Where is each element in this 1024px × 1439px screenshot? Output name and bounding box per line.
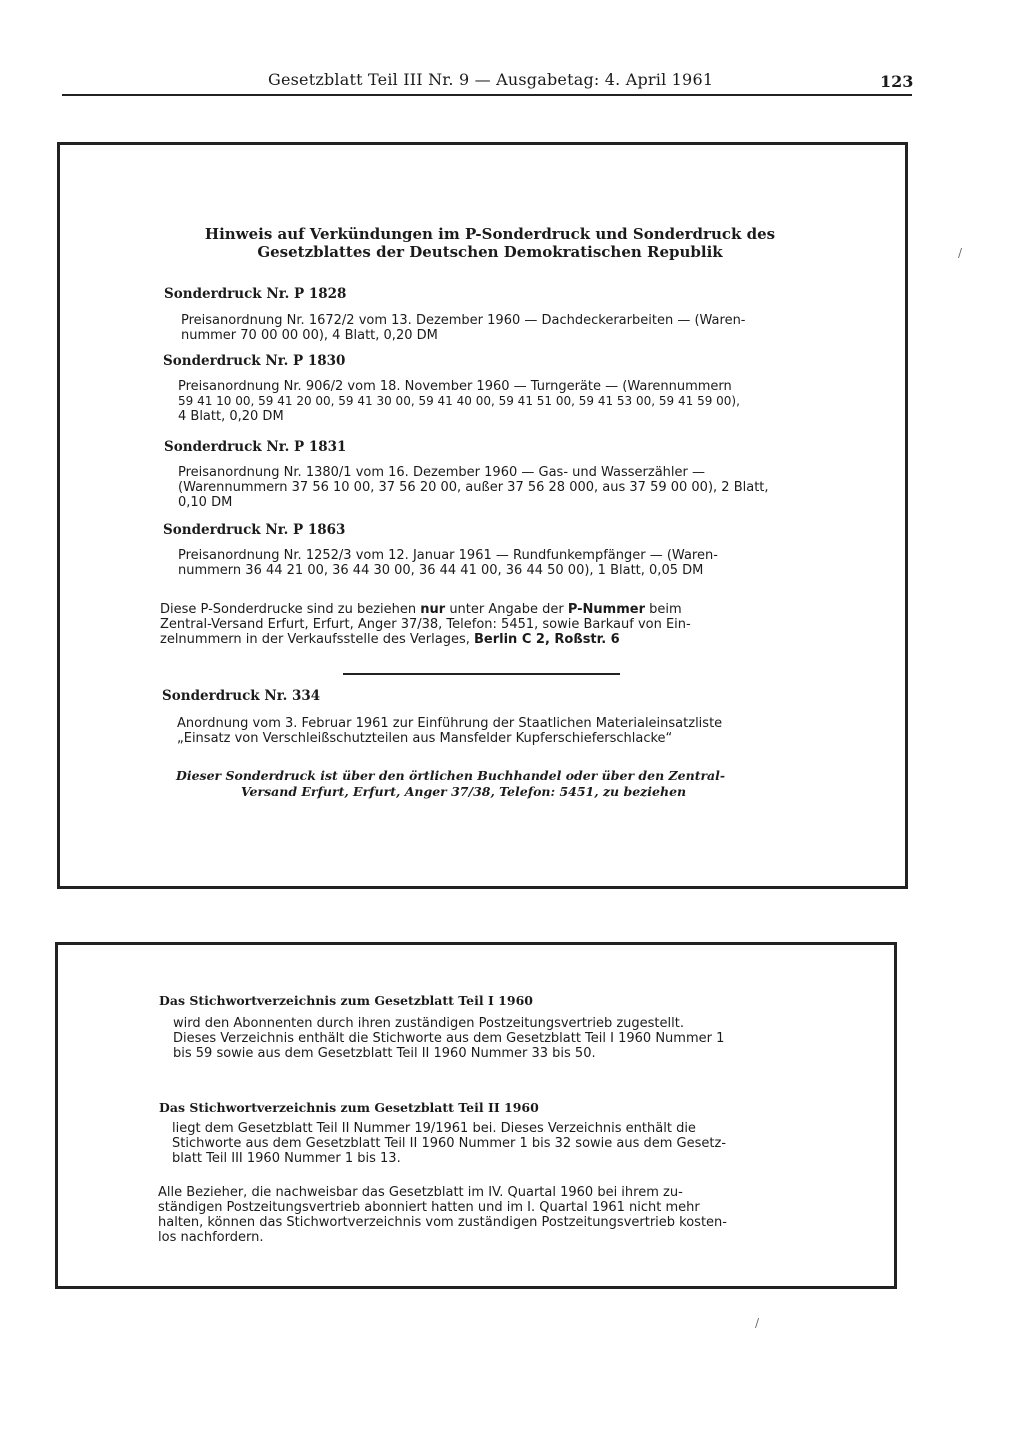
entry-line: „Einsatz von Verschleißschutzteilen aus Mansfelder Kupferschieferschlacke“ — [177, 731, 673, 746]
entry-heading-p1828: Sonderdruck Nr. P 1828 — [164, 286, 347, 302]
notice-fragment: beim — [645, 602, 682, 617]
ordering-notice-line-3 — [160, 632, 810, 647]
index-heading-teil-1: Das Stichwortverzeichnis zum Gesetzblatt Teil I 1960 — [159, 993, 533, 1008]
entry-heading-p1863: Sonderdruck Nr. P 1863 — [163, 522, 346, 538]
entry-text-p1831 — [178, 465, 808, 510]
closing-line: halten, können das Stichwortverzeichnis vom zuständigen Postzeitungsvertrieb kosten- — [158, 1215, 727, 1230]
notice-fragment: unter Angabe der — [445, 602, 568, 617]
entry-line: Anordnung vom 3. Februar 1961 zur Einführung der Staatlichen Materialeinsatzliste — [177, 716, 723, 731]
entry-line: wird den Abonnenten durch ihren zuständigen Postzeitungsvertrieb zugestellt. — [173, 1016, 684, 1031]
scan-mark: / — [958, 246, 963, 260]
index-text-teil-2 — [172, 1121, 802, 1166]
entry-line: nummer 70 00 00 00), 4 Blatt, 0,20 DM — [181, 328, 438, 343]
index-closing-notice — [158, 1185, 798, 1245]
notice-title-line-2: Gesetzblattes der Deutschen Demokratischen Republik — [257, 243, 723, 261]
page-header-title: Gesetzblatt Teil III Nr. 9 — Ausgabetag: 4. April 1961 — [268, 70, 714, 89]
entry-heading-p1830: Sonderdruck Nr. P 1830 — [163, 353, 346, 369]
entry-line: Preisanordnung Nr. 1380/1 vom 16. Dezember 1960 — Gas- und Wasserzähler — — [178, 465, 706, 480]
notice-title-line-1: Hinweis auf Verkündungen im P-Sonderdruck und Sonderdruck des — [204, 225, 776, 243]
ordering-notice-line-1 — [160, 602, 810, 617]
notice-fragment: zelnummern in der Verkaufsstelle des Verlages, — [160, 632, 474, 647]
index-text-teil-1 — [173, 1016, 803, 1061]
entry-line: Preisanordnung Nr. 1252/3 vom 12. Januar 1961 — Rundfunkempfänger — (Waren- — [178, 548, 718, 563]
entry-heading-334: Sonderdruck Nr. 334 — [162, 688, 321, 704]
entry-line: 4 Blatt, 0,20 DM — [178, 409, 284, 424]
notice-fragment-bold: Berlin C 2, Roßstr. 6 — [474, 632, 620, 647]
closing-line: los nachfordern. — [158, 1230, 264, 1245]
scan-mark: / — [755, 1316, 760, 1330]
closing-line: ständigen Postzeitungsvertrieb abonniert hatten und im I. Quartal 1961 nicht mehr — [158, 1200, 700, 1215]
entry-text-p1863 — [178, 548, 808, 578]
entry-line: 59 41 10 00, 59 41 20 00, 59 41 30 00, 59 41 40 00, 59 41 51 00, 59 41 53 00, 59 41 59 00), — [178, 394, 740, 408]
entry-line: Preisanordnung Nr. 906/2 vom 18. November 1960 — Turngeräte — (Warennummern — [178, 379, 732, 394]
entry-text-334 — [177, 716, 807, 746]
special-notice — [176, 768, 816, 800]
ordering-notice-line-2: Zentral-Versand Erfurt, Erfurt, Anger 37/38, Telefon: 5451, sowie Barkauf von Ein- — [160, 617, 691, 632]
index-heading-teil-2: Das Stichwortverzeichnis zum Gesetzblatt Teil II 1960 — [159, 1100, 539, 1115]
special-notice-line-1: Dieser Sonderdruck ist über den örtlichen Buchhandel oder über den Zentral- — [176, 768, 726, 783]
closing-line: Alle Bezieher, die nachweisbar das Gesetzblatt im IV. Quartal 1960 bei ihrem zu- — [158, 1185, 683, 1200]
entry-line: 0,10 DM — [178, 495, 233, 510]
entry-line: nummern 36 44 21 00, 36 44 30 00, 36 44 41 00, 36 44 50 00), 1 Blatt, 0,05 DM — [178, 563, 704, 578]
entry-line: (Warennummern 37 56 10 00, 37 56 20 00, außer 37 56 28 000, aus 37 59 00 00), 2 Blatt, — [178, 480, 769, 495]
entry-line: Preisanordnung Nr. 1672/2 vom 13. Dezember 1960 — Dachdeckerarbeiten — (Waren- — [181, 313, 746, 328]
notice-fragment-bold: nur — [420, 602, 446, 617]
entry-line: blatt Teil III 1960 Nummer 1 bis 13. — [172, 1151, 401, 1166]
entry-text-p1830 — [178, 379, 808, 424]
special-notice-line-2: Versand Erfurt, Erfurt, Anger 37/38, Telefon: 5451, zu beziehen — [241, 784, 687, 799]
entry-line: liegt dem Gesetzblatt Teil II Nummer 19/1961 bei. Dieses Verzeichnis enthält die — [172, 1121, 696, 1136]
header-rule — [62, 94, 912, 96]
page-number: 123 — [880, 72, 914, 91]
entry-text-p1828 — [181, 313, 801, 343]
ordering-notice — [160, 602, 810, 647]
notice-fragment-bold: P-Nummer — [567, 602, 645, 617]
entry-line: Dieses Verzeichnis enthält die Stichworte aus dem Gesetzblatt Teil I 1960 Nummer 1 — [173, 1031, 725, 1046]
notice-fragment: Diese P-Sonderdrucke sind zu beziehen — [160, 602, 421, 617]
entry-line: bis 59 sowie aus dem Gesetzblatt Teil II 1960 Nummer 33 bis 50. — [173, 1046, 596, 1061]
entry-line: Stichworte aus dem Gesetzblatt Teil II 1960 Nummer 1 bis 32 sowie aus dem Gesetz- — [172, 1136, 727, 1151]
entry-heading-p1831: Sonderdruck Nr. P 1831 — [164, 439, 347, 455]
section-separator — [343, 673, 620, 675]
notice-box-title — [150, 225, 830, 261]
